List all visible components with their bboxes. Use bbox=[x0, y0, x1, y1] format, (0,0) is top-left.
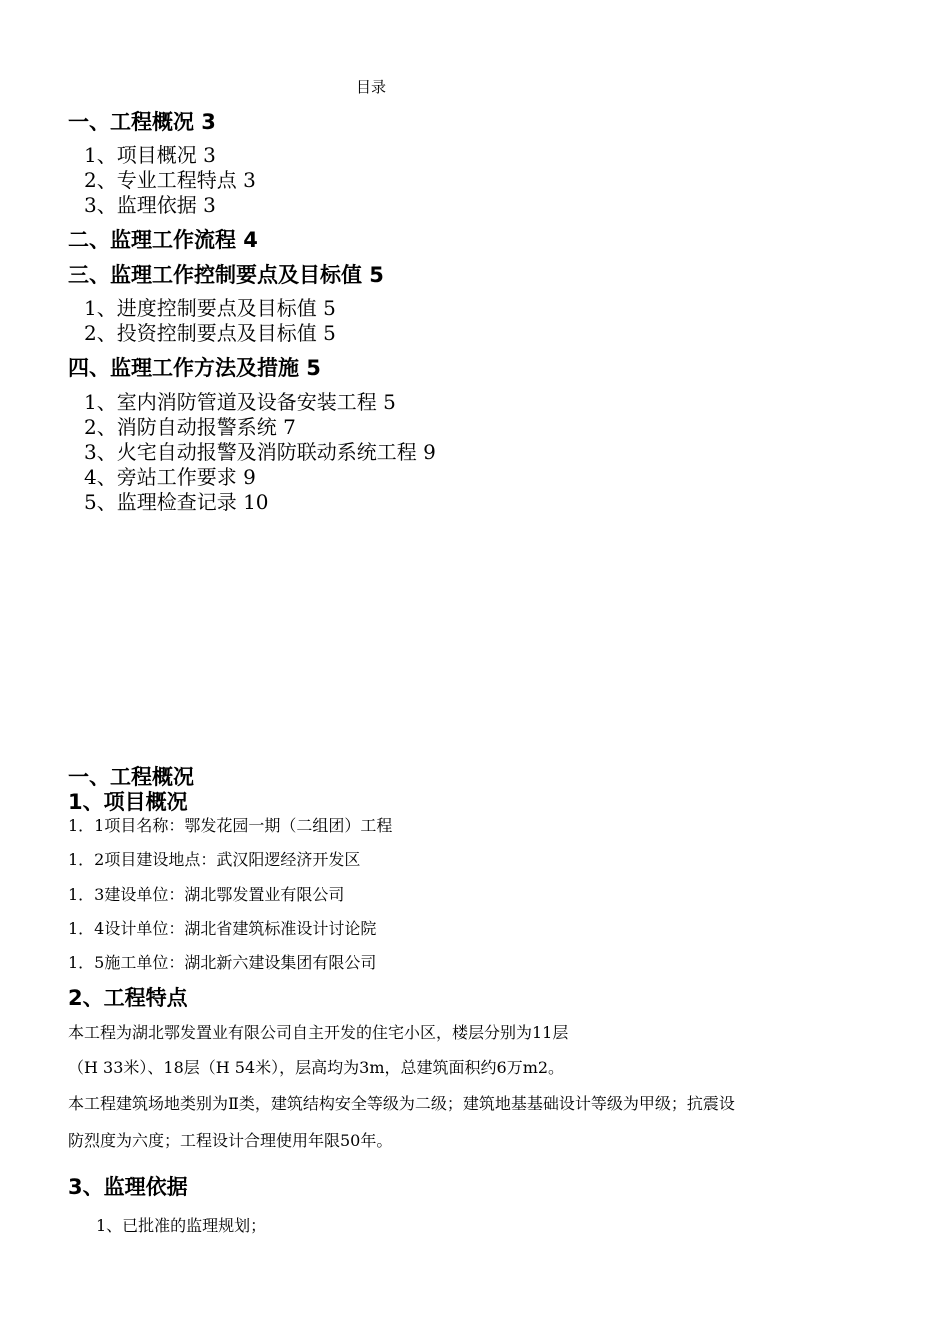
toc-title: 目录 bbox=[356, 78, 387, 96]
info-line: 1．2项目建设地点：武汉阳逻经济开发区 bbox=[68, 850, 361, 869]
toc-entry-3-2: 2、投资控制要点及目标值 5 bbox=[84, 321, 336, 345]
toc-entry-1-2: 2、专业工程特点 3 bbox=[84, 168, 256, 192]
toc-entry-2: 二、监理工作流程 4 bbox=[68, 228, 258, 252]
list-item: 1、已批准的监理规划； bbox=[96, 1216, 267, 1235]
toc-entry-1: 一、工程概况 3 bbox=[68, 110, 216, 134]
info-line: 1．3建设单位：湖北鄂发置业有限公司 bbox=[68, 885, 345, 904]
paragraph-line: 本工程建筑场地类别为Ⅱ类，建筑结构安全等级为二级；建筑地基基础设计等级为甲级；抗震设 bbox=[68, 1094, 735, 1113]
toc-entry-4-3: 3、火宅自动报警及消防联动系统工程 9 bbox=[84, 440, 436, 464]
subsection-heading: 3、监理依据 bbox=[68, 1175, 188, 1199]
info-line: 1．1项目名称：鄂发花园一期（二组团）工程 bbox=[68, 816, 393, 835]
subsection-heading: 2、工程特点 bbox=[68, 986, 188, 1010]
paragraph-line: （H 33米）、18层（H 54米），层高均为3m，总建筑面积约6万m2。 bbox=[68, 1058, 565, 1077]
info-line: 1．5施工单位：湖北新六建设集团有限公司 bbox=[68, 953, 377, 972]
toc-entry-1-1: 1、项目概况 3 bbox=[84, 143, 216, 167]
info-line: 1．4设计单位：湖北省建筑标准设计讨论院 bbox=[68, 919, 377, 938]
toc-entry-4: 四、监理工作方法及措施 5 bbox=[68, 356, 321, 380]
toc-entry-4-4: 4、旁站工作要求 9 bbox=[84, 465, 256, 489]
subsection-heading: 1、项目概况 bbox=[68, 790, 188, 814]
paragraph-line: 本工程为湖北鄂发置业有限公司自主开发的住宅小区，楼层分别为11层 bbox=[68, 1023, 569, 1042]
toc-entry-4-1: 1、室内消防管道及设备安装工程 5 bbox=[84, 390, 396, 414]
paragraph-line: 防烈度为六度；工程设计合理使用年限50年。 bbox=[68, 1131, 393, 1150]
toc-entry-4-2: 2、消防自动报警系统 7 bbox=[84, 415, 296, 439]
toc-entry-4-5: 5、监理检查记录 10 bbox=[84, 490, 269, 514]
toc-entry-3: 三、监理工作控制要点及目标值 5 bbox=[68, 263, 384, 287]
section-heading: 一、工程概况 bbox=[68, 765, 194, 789]
toc-entry-1-3: 3、监理依据 3 bbox=[84, 193, 216, 217]
toc-entry-3-1: 1、进度控制要点及目标值 5 bbox=[84, 296, 336, 320]
